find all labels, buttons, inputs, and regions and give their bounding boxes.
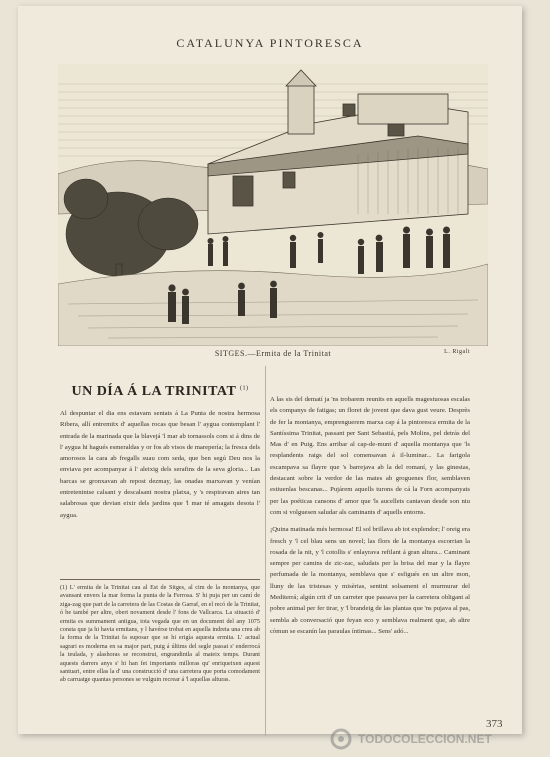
site-watermark (330, 724, 550, 754)
artist-signature: L. Rigalt (444, 349, 470, 355)
right-column-paragraph-2: ¡Quina matinada més hermosa! El sol brillava ab tot explendor; l' oreig era fresch y 'l cel blau sens un novel; las flors de la montanya escorrian la rosada de la nit, y 'l cotollis s' enlayrava refilant á gran altura... Caminant sempre per camins de zic-zac, saludats per la brisa del mar y la flayre perfumada de la montanya, semblava que s' esfigués en un altre mon, lluny de las tristesas y misèrias, sentint solsament el murmurar del Mediterrá; algún crit d' un carreter que passava per la carretera obligant al pobre animal per fer tirar, y 'l brandeig de las plantas que 'ns pujava al pas, sembla ab conversació que feyan eco y semblava realment que, ab altre còmun se escanín las paraulas íntimas... Sens' adó... (270, 526, 470, 635)
footnote-text: (1) L' ermita de la Trinitat cau al Est de Sitges, al cim de la montanya, que avansant envers la mar forma la punta de la Ferrosa. S' hi puja per un camí de ziga-zag que part de la carretera de las Costas de Garraf, en el recó de la Trinitat, ó be també per altre, obert novament desde l' fons de Vallcarca. La situació d' ermita es summament antigua, tota vegada que en un document del any 1075 consta que ja hi havia ermitans, y l havérse trobat en aquella indreta una creu ab la forma de la Trinitat fa suposar que se hi erigía aquesta ermita. L' actual sagrari es moderna en sa major part, puig á últims del segle passat s' enderrocá la teulada, y alashoras se reconstrui, engrandintla al mateix temps. Durant aquests darrers anys s' hi han fet importants milloras qu' enriqueixen aquest santuari, entre ellas la d' una construcció d' una carretera que porta comodament ab carruatge quantas persones se vulguin recrear á 'l aquellas alturas. (60, 584, 260, 684)
page-number: 373 (486, 718, 503, 730)
right-column-paragraph-1: A las sis del dematí ja 'ns trobarem reunits en aquells magestuosas escalas els companys de fatigas; un floret de jovent que dava gust veure. Desprès de fer la montanya, emprenguerem marxa cap á la pintoresca ermita de la Santíssima Trinitat, passant per Sant Sebastiá, pels Molins, pel detrás del Mas d' en Puig. Ens arribar al cap-de-munt d' aquella montanya que 'ls resplandents raigs del sol comensavan á il-luminar... La farigola escampava sa flayre que 's barrejava ab la del romaní, y las ginestas, destacant sobre la verdor de las mates ab groguenes flor, semblaven estiuenlas bescanas... Pujárem aquells turons de cá la Forn acompanyats per las poéticas cansons d' amor que 'ls aucellets cantavan desde son niu com si volguesen saludar als caminants d' aquells entorns. (270, 396, 470, 516)
right-column-text (270, 394, 470, 637)
hermitage-engraving (58, 64, 488, 346)
column-divider (265, 366, 266, 736)
article-title (60, 384, 260, 400)
footnote-rule (60, 579, 260, 580)
left-column-text: Al despuntar el dia ens estavam sentats á La Punta de nostra hermosa Ribera, allí entremitx d' aquellas rocas que besan l' aygua contemplant l' entrada de la marinada que la blavejá 'l mar ab tornassols com si á dins de l' aygua hi hagués esmeraldas y or fos ab visos de marepería; la fresca dels amorosos la cara ab fregalls suau com seda, que ben segú Deu nos la enviava per acompanyar á l' aleixig dels serafins de la seva gloria... Las barcas se gronxavan ab repost dezmay, las onadas marxavan y venían entretenintse calsant y descalsant nostra platxa, y 's respiravan aires tan salabrosas que devian eixir dels jardins que 'l mar té amagats desota l' aygua. (60, 410, 260, 519)
magazine-page (18, 6, 522, 734)
illustration-caption (58, 349, 488, 358)
running-title: CATALUNYA PINTORESCA (176, 36, 364, 50)
todocoleccion-logo-icon (330, 728, 352, 750)
caption-text: SITGES.—Ermita de la Trinitat (214, 349, 332, 358)
footnote-marker: (1) (240, 385, 249, 392)
article-title-text: UN DÍA Á LA TRINITAT (71, 384, 237, 399)
watermark-text: TODOCOLECCION.NET (358, 732, 492, 746)
